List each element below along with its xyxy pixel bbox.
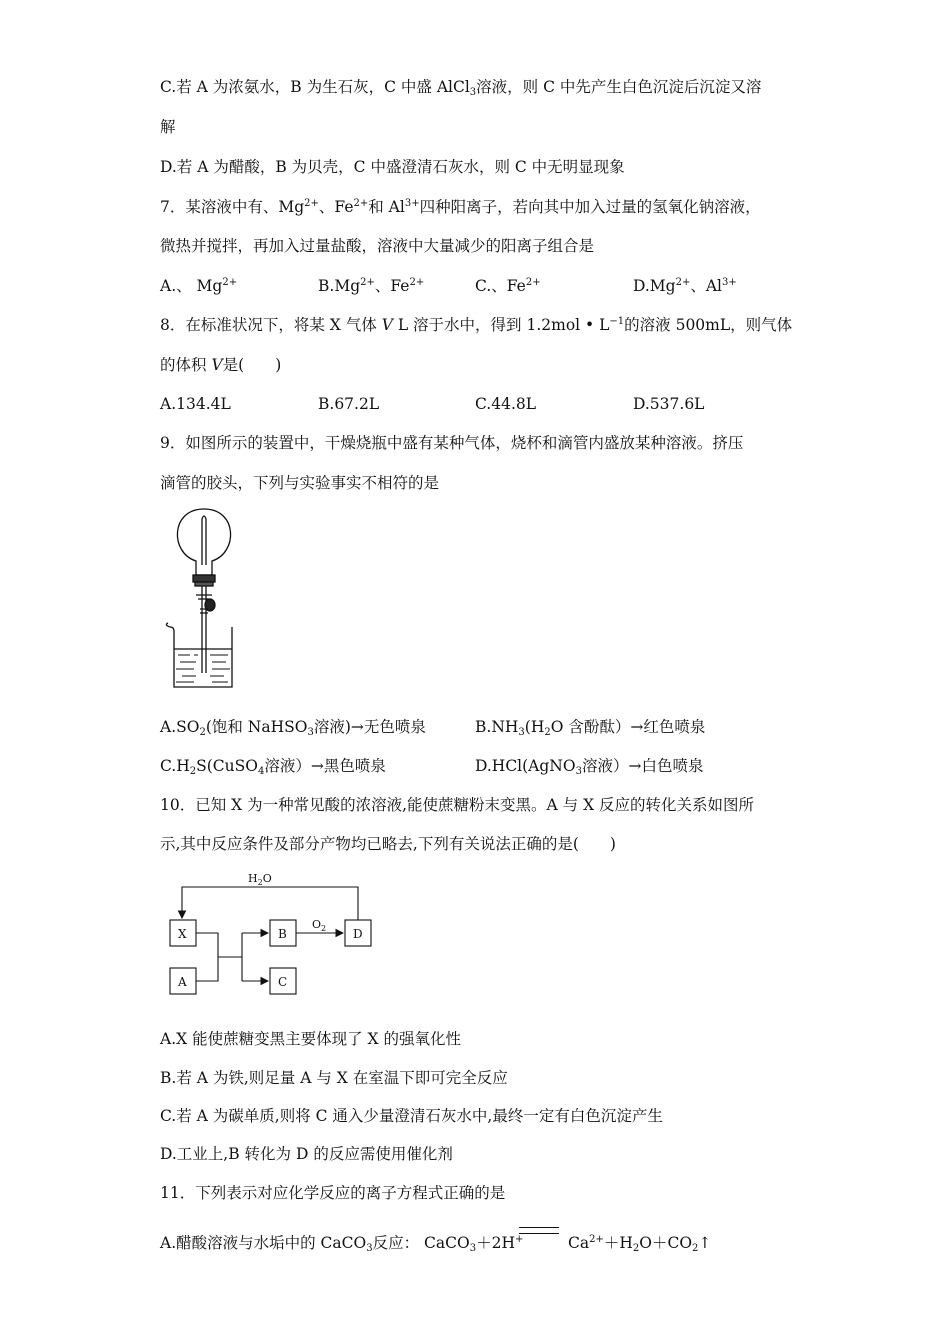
- q9-opt-d-sub: 3: [575, 766, 582, 777]
- q11-opt-a-sub2: 3: [469, 1243, 477, 1254]
- q8-var-v: V: [381, 316, 393, 334]
- q11-opt-a-sub3: 2: [632, 1243, 640, 1254]
- box-c-label: C: [278, 975, 288, 989]
- q11-stem: 11．下列表示对应化学反应的离子方程式正确的是: [160, 1184, 506, 1202]
- box-a-label: A: [178, 975, 187, 989]
- q7-stem-c: 和 Al: [368, 198, 405, 216]
- q9-opt-a-sub1: 2: [199, 727, 206, 738]
- q9-opt-a-2: (饱和 NaHSO: [205, 718, 308, 736]
- q8-stem2-b: 是( ): [222, 356, 282, 374]
- q8-var-v2: V: [211, 356, 223, 374]
- q8-stem-line2: [160, 355, 281, 375]
- q7-option-b: [318, 276, 424, 296]
- q9-opt-c-1: C.H: [160, 757, 190, 775]
- q9-option-d: [475, 756, 703, 776]
- inner-dropper: [202, 519, 206, 565]
- q8-option-a: A.134.4L: [160, 395, 231, 413]
- q7-stem-a: 7．某溶液中有、Mg: [160, 198, 305, 216]
- q11-opt-a-4: Ca: [568, 1234, 590, 1252]
- q10-option-b: B.若 A 为铁,则足量 A 与 X 在室温下即可完全反应: [160, 1069, 508, 1087]
- q7-opt-b-text2: 、Fe: [374, 277, 410, 295]
- q11-opt-a-sub4: 2: [692, 1243, 699, 1254]
- q9-option-b: [475, 717, 705, 737]
- q9-option-a: [160, 717, 426, 737]
- q11-opt-a-sub1: 3: [366, 1243, 373, 1254]
- q10-option-c: C.若 A 为碳单质,则将 C 通入少量澄清石灰水中,最终一定有白色沉淀产生: [160, 1107, 663, 1125]
- gas-arrow-icon: ↑: [698, 1234, 712, 1252]
- q11-option-a: [160, 1233, 523, 1253]
- q8-stem-c: 的溶液 500mL，则气体: [624, 316, 793, 334]
- q7-option-d: [633, 276, 737, 296]
- q11-opt-a-sup1: +: [514, 1234, 524, 1245]
- q7-stem-b: 、Fe: [318, 198, 354, 216]
- box-b-label: B: [278, 927, 287, 941]
- q8-option-c: C.44.8L: [475, 395, 537, 413]
- q7-sup1: 2+: [304, 198, 319, 209]
- q7-opt-a-text: A.、 Mg: [160, 277, 223, 295]
- q7-sup2: 2+: [353, 198, 369, 209]
- q9-opt-d-2: 溶液）→白色喷泉: [581, 757, 704, 775]
- q9-opt-b-sub2: 2: [544, 727, 551, 738]
- q7-opt-c-sup: 2+: [525, 277, 541, 288]
- q11-opt-a-5: ＋H: [603, 1234, 633, 1252]
- q7-opt-a-sup: 2+: [222, 277, 238, 288]
- o2-label: $O_2$: [312, 918, 327, 933]
- h2o-label: $H_2O$: [248, 872, 272, 887]
- q8-option-b: B.67.2L: [318, 395, 380, 413]
- equation-double-line: [519, 1227, 559, 1234]
- q11-opt-a-3: ＋2H: [476, 1234, 515, 1252]
- q8-stem2-a: 的体积: [160, 356, 212, 374]
- q9-opt-a-3: 溶液)→无色喷泉: [313, 718, 426, 736]
- q8-stem-a: 8．在标准状况下，将某 X 气体: [160, 316, 382, 334]
- q9-opt-c-2: S(CuSO: [196, 757, 258, 775]
- q10-option-d: D.工业上,B 转化为 D 的反应需使用催化剂: [160, 1145, 453, 1163]
- box-d-label: D: [353, 927, 363, 941]
- q9-opt-c-sub1: 2: [189, 766, 197, 777]
- q10-stem-line2: 示,其中反应条件及部分产物均已略去,下列有关说法正确的是( ): [160, 835, 616, 853]
- beaker: [170, 627, 232, 687]
- box-x-label: X: [178, 927, 187, 941]
- q9-opt-b-2: (H: [524, 718, 545, 736]
- q7-option-c: [475, 276, 541, 296]
- q7-opt-b-sup2: 2+: [409, 277, 425, 288]
- q6-option-c-text: C.若 A 为浓氨水，B 为生石灰，C 中盛 AlCl: [160, 78, 470, 96]
- q6-option-c-sub: 3: [469, 87, 477, 98]
- q9-opt-b-sub1: 3: [518, 727, 525, 738]
- q7-sup3: 3+: [404, 198, 420, 209]
- q9-opt-c-sub2: 4: [257, 766, 265, 777]
- q8-sup: −1: [609, 316, 625, 327]
- q11-opt-a-6: O＋CO: [639, 1234, 693, 1252]
- q9-opt-a-sub2: 3: [307, 727, 314, 738]
- q8-stem: [160, 315, 792, 335]
- q11-opt-a-2: 反应： CaCO: [372, 1234, 470, 1252]
- q7-stem: [160, 197, 761, 217]
- q9-opt-a-1: A.SO: [160, 718, 200, 736]
- q9-stem-line2: 滴管的胶头，下列与实验事实不相符的是: [160, 474, 440, 492]
- q7-opt-c-text: C.、Fe: [475, 277, 526, 295]
- flask: [177, 509, 230, 575]
- q11-opt-a-1: A.醋酸溶液与水垢中的 CaCO: [160, 1234, 367, 1252]
- q7-option-a: [160, 276, 237, 296]
- q6-option-c-continued: 解: [160, 118, 176, 136]
- q9-opt-d-1: D.HCl(AgNO: [475, 757, 576, 775]
- q8-stem-b: L 溶于水中，得到 1.2mol • L: [392, 316, 610, 334]
- q7-opt-b-sup1: 2+: [360, 277, 375, 288]
- q9-opt-b-1: B.NH: [475, 718, 519, 736]
- q7-opt-d-sup1: 2+: [675, 277, 691, 288]
- h2o-loop-arrow: [182, 887, 358, 920]
- reaction-flow-diagram: [160, 865, 380, 1000]
- q8-option-d: D.537.6L: [633, 395, 705, 413]
- q7-opt-d-text: D.Mg: [633, 277, 676, 295]
- q7-opt-d-text2: 、Al: [690, 277, 723, 295]
- fountain-apparatus-figure: [160, 505, 250, 690]
- q7-stem-line2: 微热并搅拌，再加入过量盐酸，溶液中大量减少的阳离子组合是: [160, 237, 595, 255]
- q6-option-c: [160, 77, 761, 97]
- q11-opt-a-sup2: 2+: [589, 1234, 604, 1245]
- stopper: [193, 575, 215, 582]
- q10-stem-line1: 10．已知 X 为一种常见酸的浓溶液,能使蔗糖粉末变黑。A 与 X 反应的转化关系如图所: [160, 796, 755, 814]
- q6-option-c-text2: 溶液，则 C 中先产生白色沉淀后沉淀又溶: [476, 78, 762, 96]
- q6-option-d: D.若 A 为醋酸，B 为贝壳，C 中盛澄清石灰水，则 C 中无明显现象: [160, 158, 625, 176]
- q7-stem-d: 四种阳离子，若向其中加入过量的氢氧化钠溶液，: [419, 198, 761, 216]
- q10-option-a: A.X 能使蔗糖变黑主要体现了 X 的强氧化性: [160, 1030, 461, 1048]
- q7-opt-b-text: B.Mg: [318, 277, 361, 295]
- q7-opt-d-sup2: 3+: [722, 277, 737, 288]
- q9-option-c: [160, 756, 386, 776]
- q9-opt-c-3: 溶液）→黑色喷泉: [264, 757, 386, 775]
- q11-option-a-products: [568, 1233, 711, 1253]
- q9-stem-line1: 9．如图所示的装置中，干燥烧瓶中盛有某种气体，烧杯和滴管内盛放某种溶液。挤压: [160, 434, 744, 452]
- q9-opt-b-3: O 含酚酞）→红色喷泉: [550, 718, 706, 736]
